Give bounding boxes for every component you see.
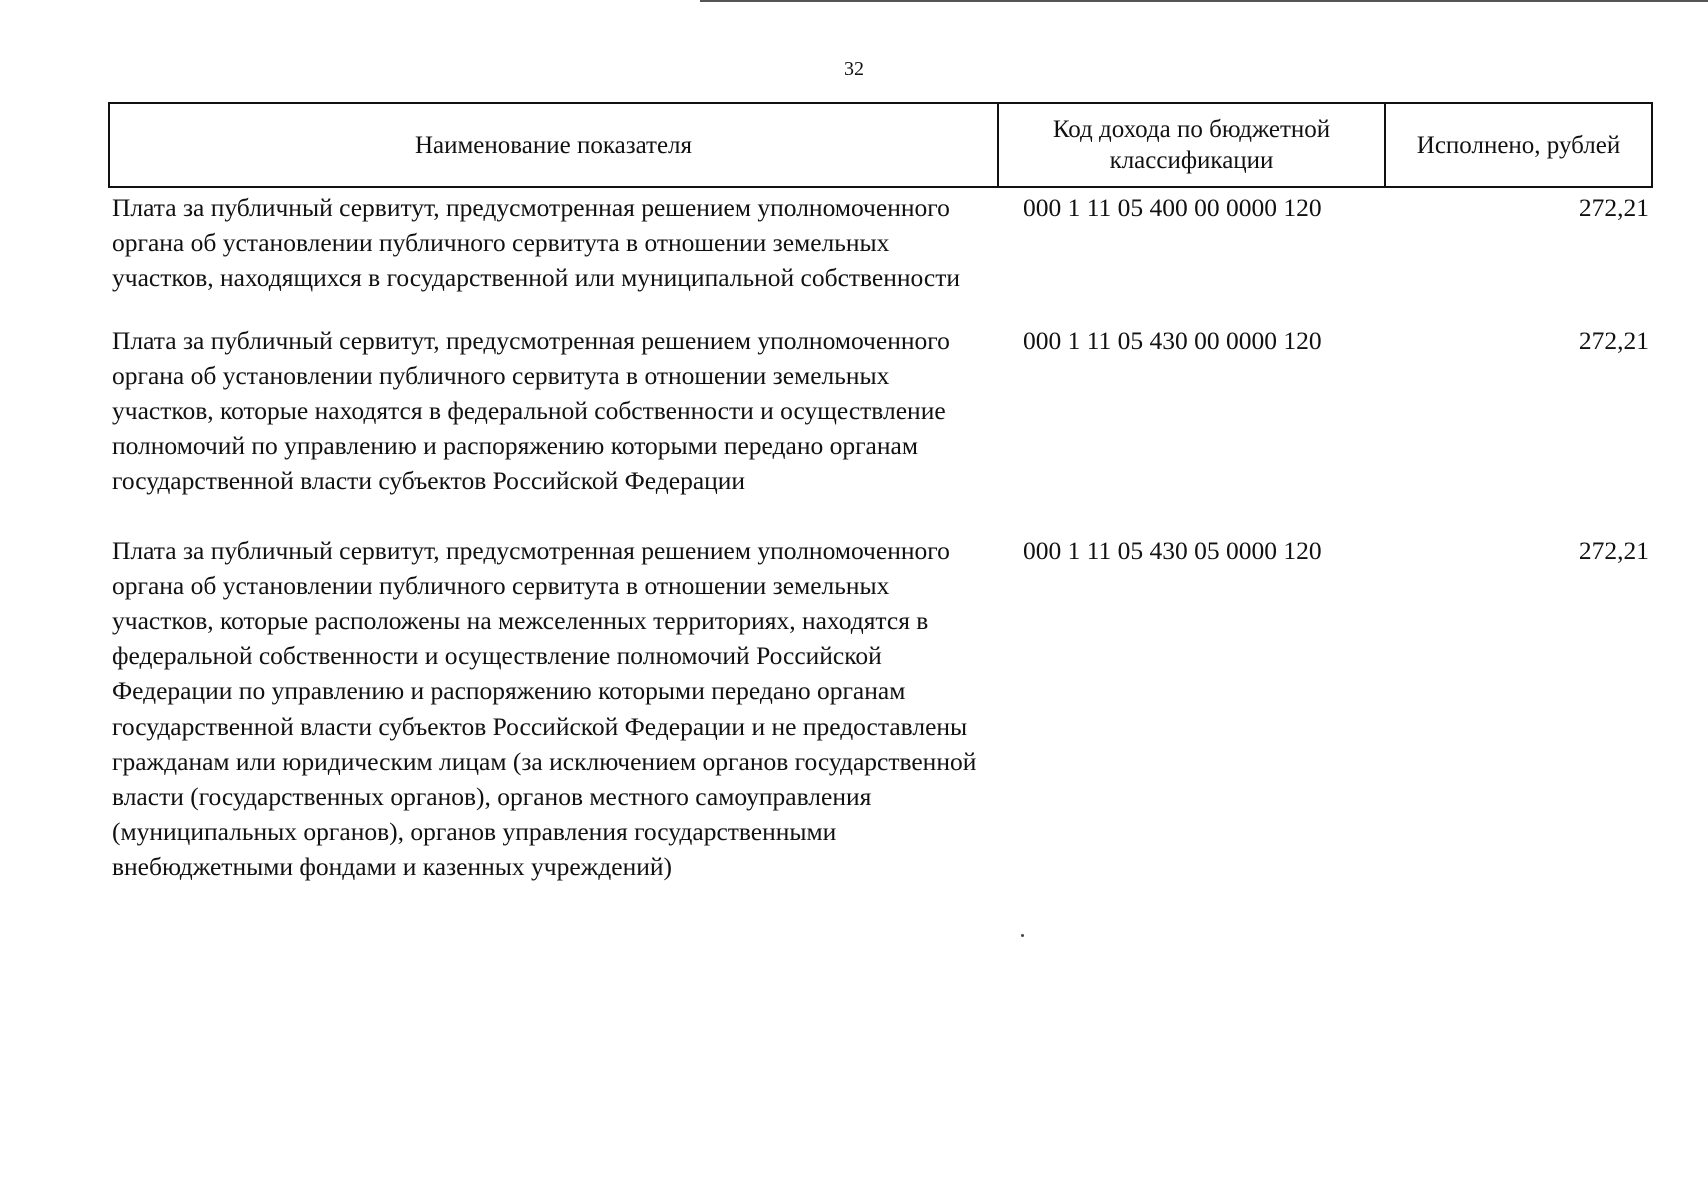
page-number: 32 bbox=[844, 58, 864, 80]
row-budget-code: 000 1 11 05 400 00 0000 120 bbox=[1023, 193, 1322, 222]
scan-top-edge bbox=[700, 0, 1708, 2]
header-budget-code-label: Код дохода по бюджетной классификации bbox=[1052, 116, 1331, 174]
header-indicator-name: Наименование показателя bbox=[110, 104, 999, 186]
header-budget-code bbox=[999, 104, 1386, 186]
table-row bbox=[108, 533, 1653, 885]
scan-speck bbox=[1021, 934, 1024, 937]
row-budget-code: 000 1 11 05 430 00 0000 120 bbox=[1023, 325, 1322, 355]
row-indicator-name: Плата за публичный сервитут, предусмотренная решением уполномоченного органа об установлении публичного сервитута в отношении земельных участков, которые находятся в федеральной собственности и осуществление полномочий по управлению и распоряжению которыми передано органам государственной власти субъектов Российской Федерации bbox=[112, 325, 950, 496]
table-row bbox=[108, 323, 1653, 499]
row-budget-code: 000 1 11 05 430 05 0000 120 bbox=[1023, 535, 1322, 565]
row-executed-amount: 272,21 bbox=[1578, 193, 1649, 222]
table-header bbox=[108, 102, 1653, 188]
row-indicator-name: Плата за публичный сервитут, предусмотренная решением уполномоченного органа об установлении публичного сервитута в отношении земельных участков, находящихся в государственной или муниципальной собственности bbox=[112, 193, 961, 293]
row-executed-amount: 272,21 bbox=[1578, 535, 1649, 565]
row-indicator-name: Плата за публичный сервитут, предусмотренная решением уполномоченного органа об установлении публичного сервитута в отношении земельных участков, которые расположены на межселенных территориях, находятся в федеральной собственности и осуществление полномочий Российской Федерации по управлению и распоряжению которыми передано органам государственной власти субъектов Российской Федерации и не предоставлены гражданам или юридическим лицам (за исключением органов государственной власти (государственных органов), органов местного самоуправления (муниципальных органов), органов управления государственными внебюджетными фондами и казенных учреждений) bbox=[112, 535, 977, 882]
revenue-table bbox=[108, 102, 1653, 885]
header-executed-amount: Исполнено, рублей bbox=[1416, 131, 1621, 159]
table-row bbox=[108, 190, 1653, 296]
row-executed-amount: 272,21 bbox=[1578, 325, 1649, 355]
